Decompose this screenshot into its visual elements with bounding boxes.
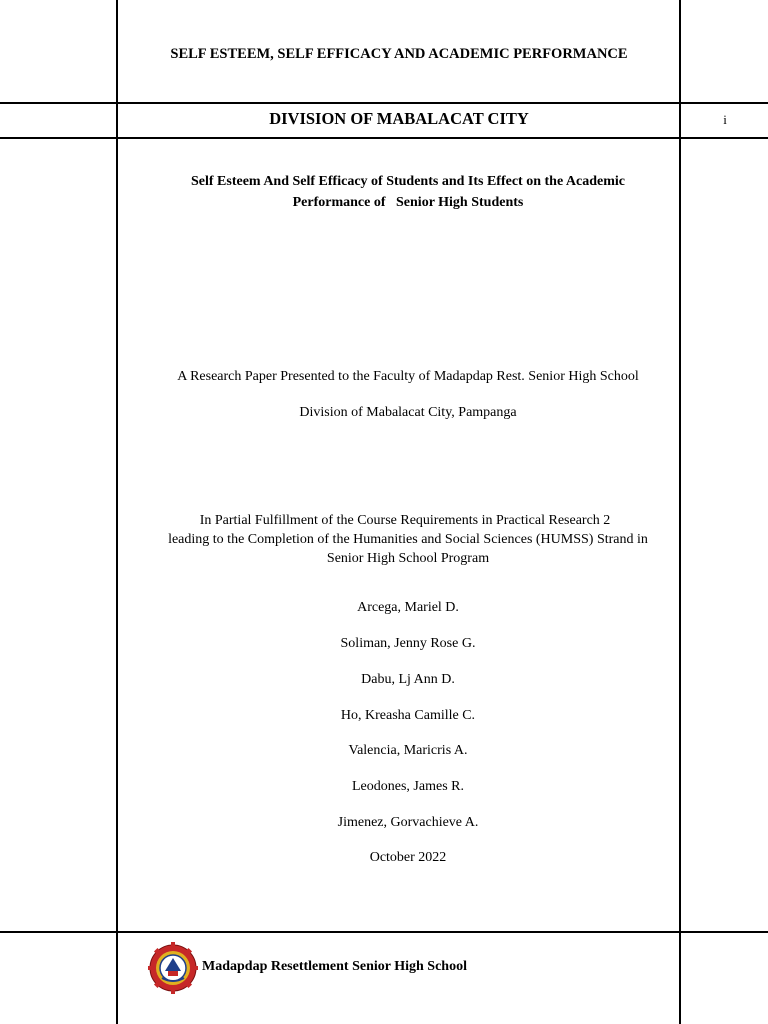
footer-rule bbox=[0, 931, 768, 933]
fulfillment-line-3: Senior High School Program bbox=[326, 551, 490, 566]
division-heading: DIVISION OF MABALACAT CITY bbox=[269, 109, 529, 128]
author-name: Arcega, Mariel D. bbox=[357, 600, 459, 615]
fulfillment-statement bbox=[118, 511, 698, 568]
submission-date: October 2022 bbox=[369, 850, 447, 865]
header-rule-bottom bbox=[0, 137, 768, 139]
author-name: Valencia, Maricris A. bbox=[348, 743, 468, 758]
school-seal-icon bbox=[148, 942, 198, 994]
author-name: Ho, Kreasha Camille C. bbox=[340, 708, 476, 723]
page-number: i bbox=[723, 112, 727, 127]
author-name: Dabu, Lj Ann D. bbox=[361, 672, 455, 687]
author-name: Soliman, Jenny Rose G. bbox=[340, 636, 476, 651]
presentation-line-2: Division of Mabalacat City, Pampanga bbox=[299, 405, 517, 420]
header-rule-top bbox=[0, 102, 768, 104]
paper-title-line-1: Self Esteem And Self Efficacy of Students and Its Effect on the Academic bbox=[191, 174, 625, 189]
fulfillment-line-2: leading to the Completion of the Humanities and Social Sciences (HUMSS) Strand in bbox=[168, 532, 648, 547]
presentation-line-1: A Research Paper Presented to the Faculty of Madapdap Rest. Senior High School bbox=[177, 369, 639, 384]
author-name: Jimenez, Gorvachieve A. bbox=[337, 815, 479, 830]
fulfillment-line-1: In Partial Fulfillment of the Course Requirements in Practical Research 2 bbox=[199, 513, 611, 528]
school-name: Madapdap Resettlement Senior High School bbox=[202, 959, 467, 974]
author-name: Leodones, James R. bbox=[352, 779, 464, 794]
paper-title-line-2: Performance of Senior High Students bbox=[292, 195, 524, 210]
running-title: SELF ESTEEM, SELF EFFICACY AND ACADEMIC PERFORMANCE bbox=[170, 46, 628, 62]
paper-title bbox=[118, 171, 698, 213]
